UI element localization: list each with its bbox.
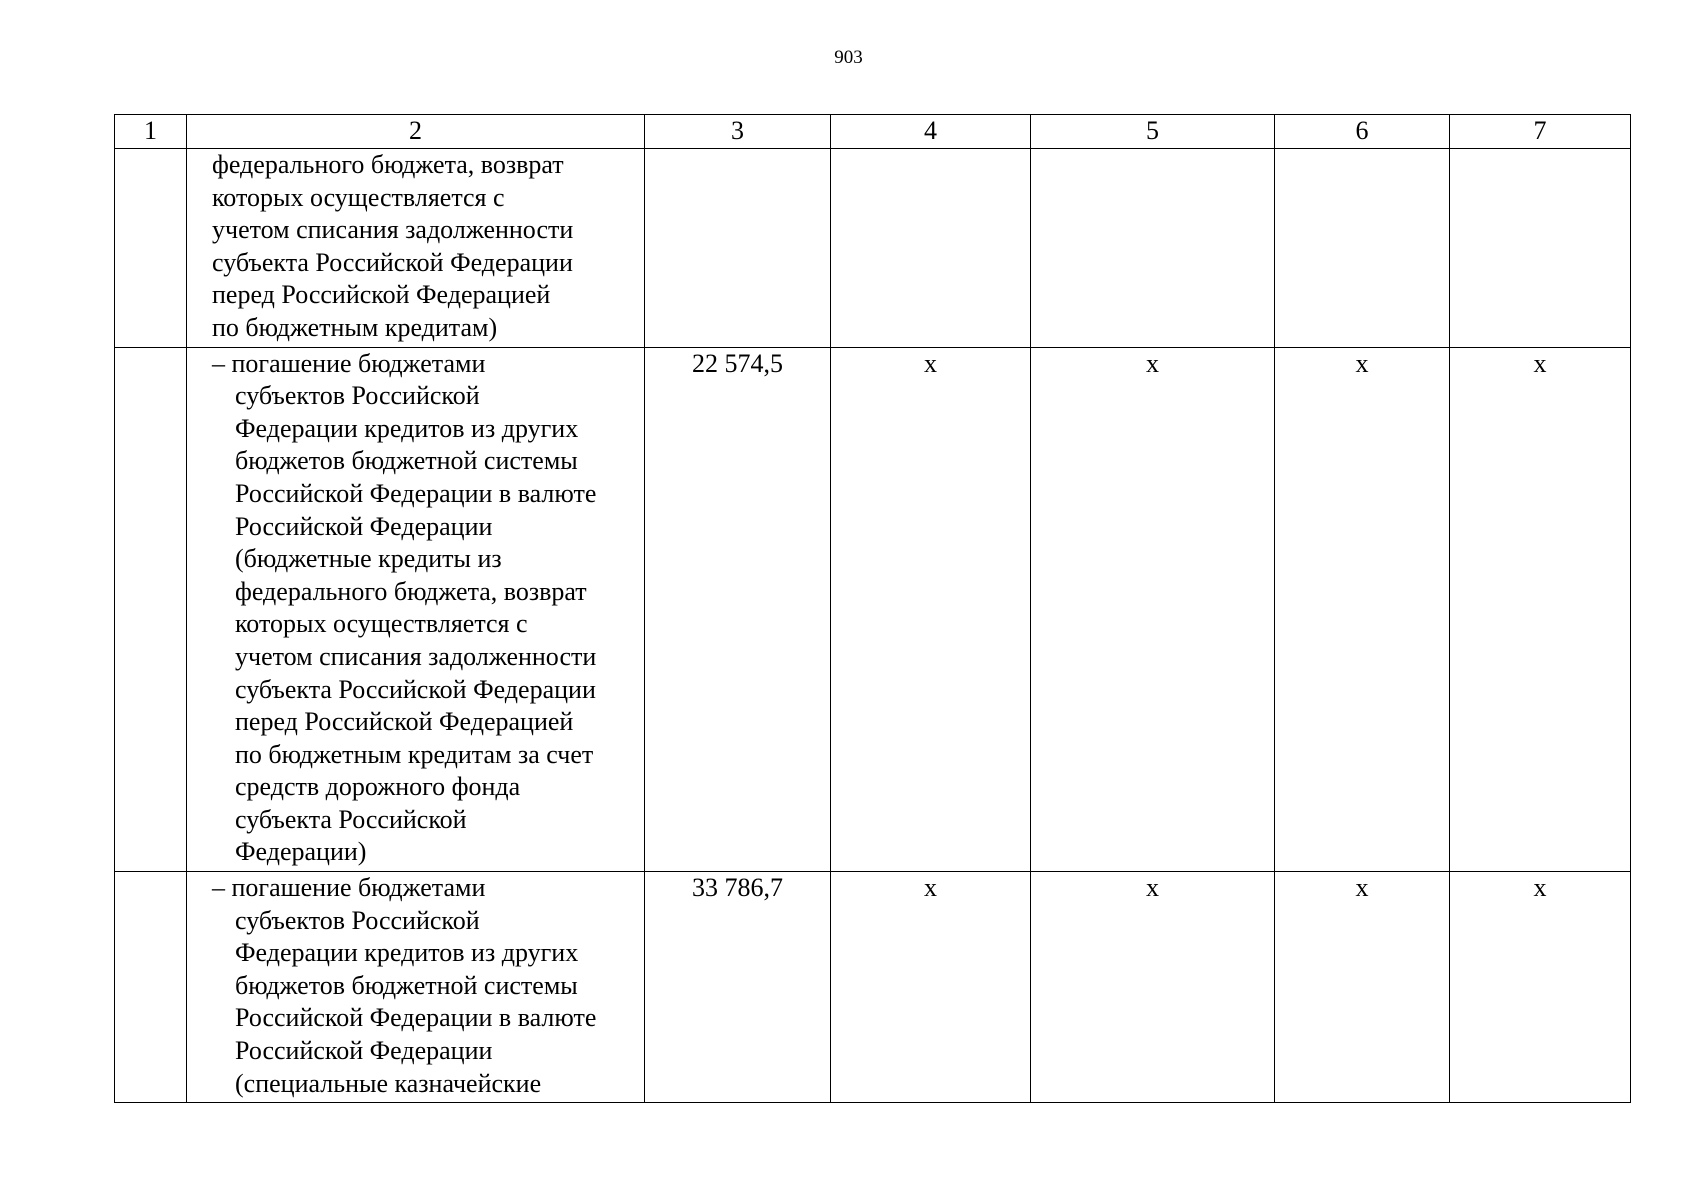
row-number-cell xyxy=(115,149,187,348)
col6-cell: х xyxy=(1275,872,1450,1103)
description-cell xyxy=(187,149,645,348)
column-header-3: 3 xyxy=(645,115,831,149)
description-cell xyxy=(187,872,645,1103)
col6-cell: х xyxy=(1275,347,1450,872)
col4-cell xyxy=(831,149,1031,348)
column-header-7: 7 xyxy=(1450,115,1631,149)
col4-cell: х xyxy=(831,872,1031,1103)
column-header-2: 2 xyxy=(187,115,645,149)
col5-cell xyxy=(1031,149,1275,348)
value-cell xyxy=(645,149,831,348)
col5-cell: х xyxy=(1031,872,1275,1103)
col7-cell: х xyxy=(1450,347,1631,872)
description-text: федерального бюджета, возврат которых осуществляется с учетом списания задолженности субъекта Российской Федерации перед Российской Федерацией по бюджетным кредитам) xyxy=(212,150,574,342)
description-cell xyxy=(187,347,645,872)
col5-cell: х xyxy=(1031,347,1275,872)
table-row xyxy=(115,347,1631,872)
column-header-4: 4 xyxy=(831,115,1031,149)
row-number-cell xyxy=(115,872,187,1103)
col6-cell xyxy=(1275,149,1450,348)
col4-cell: х xyxy=(831,347,1031,872)
table-row xyxy=(115,149,1631,348)
column-header-5: 5 xyxy=(1031,115,1275,149)
col7-cell: х xyxy=(1450,872,1631,1103)
budget-table xyxy=(114,114,1631,1103)
description-text: – погашение бюджетами субъектов Российской Федерации кредитов из других бюджетов бюджетной системы Российской Федерации в валюте Российской Федерации (специальные казначейские xyxy=(212,873,597,1098)
column-header-row xyxy=(115,115,1631,149)
value-cell: 22 574,5 xyxy=(645,347,831,872)
row-number-cell xyxy=(115,347,187,872)
col7-cell xyxy=(1450,149,1631,348)
description-text: – погашение бюджетами субъектов Российской Федерации кредитов из других бюджетов бюджетной системы Российской Федерации в валюте Российской Федерации (бюджетные кредиты из федерального бюджета, возврат которых осуществляется с учетом списания задолженности субъекта Российской Федерации перед Российской Федерацией по бюджетным кредитам за счет средств дорожного фонда субъекта Российской Федерации) xyxy=(212,348,597,867)
column-header-1: 1 xyxy=(115,115,187,149)
table-row xyxy=(115,872,1631,1103)
value-cell: 33 786,7 xyxy=(645,872,831,1103)
page-number: 903 xyxy=(834,47,863,68)
column-header-6: 6 xyxy=(1275,115,1450,149)
